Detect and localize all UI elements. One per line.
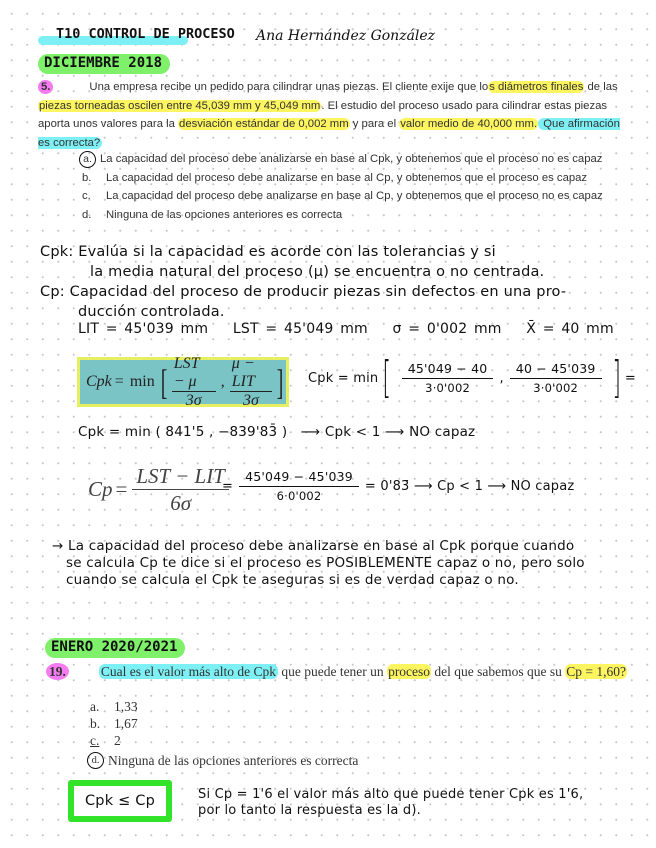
arrow-right-icon: ⟶ (385, 424, 405, 440)
option-text: La capacidad del proceso debe analizarse en base al Cp, y obtenemos que el proceso es capaz (106, 171, 588, 184)
result-verdict: NO capaz (409, 424, 476, 440)
denominator: 3σ (185, 391, 202, 409)
cp-formula-expression (88, 463, 234, 516)
selected-answer-circle: d. (87, 752, 104, 769)
arrow-right-icon: → (52, 538, 64, 554)
result-condition: Cpk < 1 (324, 424, 381, 440)
numerator: 40 − 45'039 (510, 361, 602, 379)
option-letter: a. (90, 699, 100, 714)
highlight-text: valor medio de 40,000 mm. (400, 118, 538, 130)
comma: , (220, 373, 225, 390)
arrow-right-icon: ⟶ (487, 478, 507, 494)
result-expression: Cpk = min ( 841'5 , −839'83̄ ) (78, 424, 288, 440)
denominator: 6·0'002 (276, 489, 322, 503)
option-d[interactable] (82, 206, 642, 225)
definition-label: Cp: (40, 284, 65, 300)
formula-equals: = (114, 373, 124, 390)
formula-lhs: Cpk (86, 373, 112, 390)
author-name: Ana Hernández González (256, 28, 436, 44)
conclusion-text: La capacidad del proceso debe analizarse en base al Cpk porque cuando (68, 538, 575, 554)
result-value: = 0'83̄ (364, 478, 410, 494)
denominator: 3·0'002 (533, 381, 579, 395)
question-text: . El estudio del proceso usado para cilindrar estas piezas aporta unos valores para la (38, 99, 608, 130)
conclusion-text: cuando se calcula el Cpk te aseguras si es de verdad capaz o no. (66, 572, 519, 588)
conclusion-text: se calcula Cp te dice si el proceso es POSIBLEMENTE capaz o no, pero solo (66, 555, 585, 571)
conclusion-note (52, 538, 642, 589)
formula-equals: = (115, 477, 128, 501)
option-d[interactable] (90, 752, 358, 769)
arrow-right-icon: ⟶ (413, 478, 433, 494)
option-c[interactable] (90, 732, 358, 749)
section-heading-dic-2018: DICIEMBRE 2018 (38, 54, 170, 74)
given-values (78, 321, 632, 337)
cpk-substitution (308, 352, 636, 403)
section-heading-ene-2020-2021: ENERO 2020/2021 (45, 638, 185, 658)
highlight-text: proceso (388, 664, 431, 679)
highlight-text: Que afirmación es correcta? (38, 118, 620, 149)
option-b[interactable] (82, 169, 642, 188)
selected-answer-circle: a. (79, 151, 96, 168)
arrow-right-icon: ⟶ (300, 424, 321, 440)
option-letter: c. (82, 190, 91, 202)
answer-box: Cpk ≤ Cp (68, 780, 172, 822)
value-lst: LST = 45'049 mm (232, 321, 368, 337)
fraction (230, 355, 272, 410)
numerator: LST − LIT (132, 463, 229, 490)
highlight-text: s diámetros finales (489, 81, 584, 93)
cpk-formula-box (77, 354, 289, 409)
option-letter: b. (90, 716, 101, 731)
question-5 (38, 78, 623, 152)
question-text: del que sabemos que su (431, 664, 566, 679)
option-text: 1,33 (114, 699, 138, 714)
cp-formula (88, 463, 234, 516)
highlight-text: piezas torneadas oscilen entre 45,039 mm y 45,049 mm (39, 99, 321, 112)
value-lit: LIT = 45'039 mm (78, 321, 209, 337)
numerator: LST − μ (172, 355, 216, 392)
value-sigma: σ = 0'002 mm (392, 321, 502, 337)
highlight-text: Cual es el valor más alto de Cpk (100, 664, 276, 679)
cpk-formula (86, 355, 286, 410)
denominator: 3σ (242, 391, 259, 409)
note-text: Si Cp = 1'6 el valor más alto que puede tener Cpk es 1'6, (198, 787, 584, 802)
option-text: La capacidad del proceso debe analizarse en base al Cp, y obtenemos que el proceso no es capaz (106, 190, 603, 202)
question-number: 19. (46, 663, 69, 680)
cp-definition (40, 282, 630, 322)
question-5-options (82, 150, 642, 224)
option-b[interactable] (90, 715, 358, 732)
question-19-options (90, 698, 358, 769)
result-condition: Cp < 1 (437, 478, 484, 494)
fraction (172, 355, 216, 410)
option-a[interactable] (82, 150, 642, 169)
highlight-text: Cp = 1,60? (566, 664, 627, 679)
numerator: 45'049 − 40 (402, 361, 494, 379)
fraction (510, 361, 602, 395)
denominator: 6σ (170, 491, 192, 515)
final-note (198, 787, 638, 819)
formula-lhs: Cp (88, 477, 113, 501)
right-bracket-icon: ] (276, 362, 284, 402)
option-c[interactable] (82, 187, 642, 206)
highlight-text: desviación estándar de 0,002 mm (179, 118, 349, 130)
option-text: La capacidad del proceso debe analizarse en base al Cpk, y obtenemos que el proceso no es capaz (100, 153, 603, 165)
formula-equals: = (222, 478, 234, 494)
numerator: 45'049 − 45'039 (239, 469, 359, 487)
definition-label: Cpk: (40, 244, 74, 260)
option-a[interactable] (90, 698, 358, 715)
right-bracket-icon: ] (611, 352, 621, 403)
page-title: T10 CONTROL DE PROCESO (56, 26, 235, 42)
definition-text: ducción controlada. (78, 304, 225, 320)
definition-text: la media natural del proceso (μ) se encuentra o no centrada. (90, 264, 545, 280)
numerator: μ − LIT (230, 355, 272, 392)
left-bracket-icon: [ (382, 352, 392, 403)
formula-lhs: Cpk = min (308, 370, 379, 386)
note-text: por lo tanto la respuesta es la d). (198, 803, 421, 818)
question-text: de las (584, 81, 618, 93)
fraction (132, 463, 229, 516)
cpk-result (78, 424, 475, 440)
cp-calculation (222, 469, 574, 503)
left-bracket-icon: [ (160, 362, 168, 402)
option-text: 1,67 (114, 716, 138, 731)
formula-min: min (129, 373, 155, 390)
cpk-definition (40, 242, 630, 282)
option-text: 2 (114, 733, 121, 748)
question-text: Una empresa recibe un pedido para cilindrar unas piezas. El cliente exije que lo (89, 81, 489, 93)
denominator: 3·0'002 (425, 381, 470, 395)
option-text: Ninguna de las opciones anteriores es correcta (108, 753, 359, 768)
result-verdict: NO capaz (510, 478, 575, 494)
option-letter: b. (82, 171, 92, 184)
comma: , (499, 370, 504, 386)
option-text: Ninguna de las opciones anteriores es correcta (106, 208, 343, 221)
definition-text: Capacidad del proceso de producir piezas sin defectos en una pro- (69, 284, 567, 300)
value-mean: X̄ = 40 mm (526, 321, 614, 337)
question-text: que puede tener un (277, 664, 388, 679)
formula-equals: = (624, 370, 636, 386)
definition-text: Evalúa si la capacidad es acorde con las tolerancias y si (78, 244, 496, 260)
question-number: 5. (38, 80, 53, 94)
fraction (239, 469, 359, 503)
question-19 (46, 662, 636, 681)
option-letter: c. (90, 733, 100, 748)
question-text: y para el (349, 118, 400, 130)
option-letter: d. (82, 208, 92, 221)
fraction (402, 361, 494, 395)
